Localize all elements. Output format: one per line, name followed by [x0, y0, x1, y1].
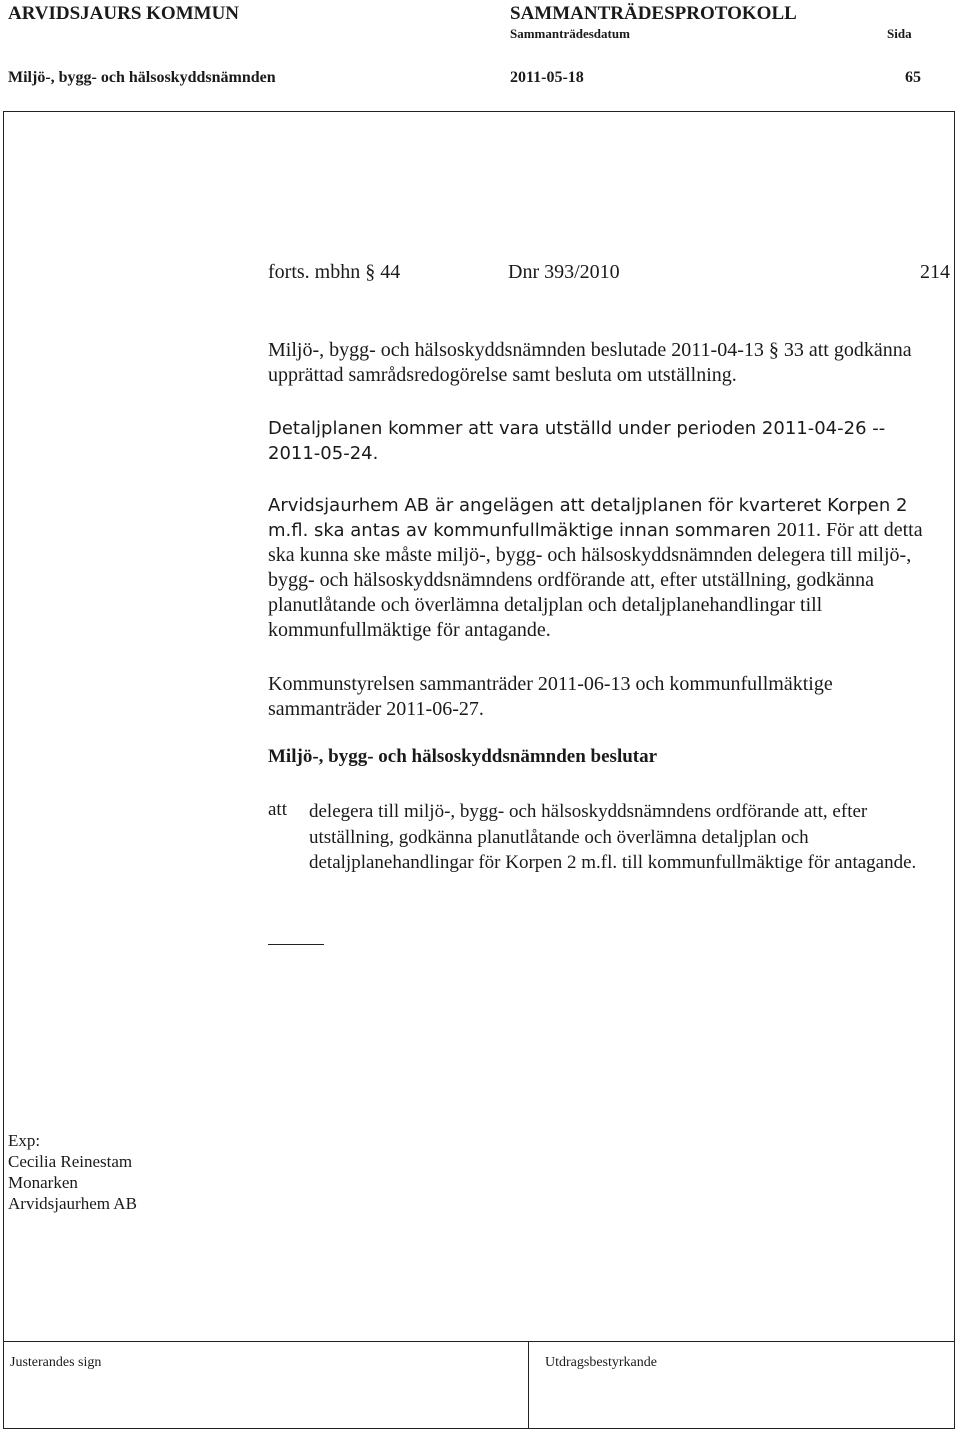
paragraph-exhibition-period: Detaljplanen kommer att vara utställd under perioden 2011-04-26 -- 2011-05-24. — [268, 418, 886, 464]
page-number: 65 — [905, 69, 921, 86]
footer-certification-label: Utdragsbestyrkande — [545, 1355, 657, 1370]
paragraph-background — [268, 493, 948, 643]
decision-heading: Miljö-, bygg- och hälsoskyddsnämnden beslutar — [268, 746, 658, 767]
meeting-date-label: Sammanträdesdatum — [510, 26, 630, 41]
paragraph-background-year: 2011. — [776, 519, 821, 541]
content-frame — [3, 111, 955, 1429]
footer-divider-vertical — [528, 1341, 529, 1429]
dnr-reference: Dnr 393/2010 — [508, 261, 620, 283]
end-rule — [268, 944, 324, 945]
document-type: SAMMANTRÄDESPROTOKOLL — [510, 3, 797, 24]
case-reference: forts. mbhn § 44 — [268, 261, 401, 283]
paragraph-previous-decision: Miljö-, bygg- och hälsoskyddsnämnden beslutade 2011-04-13 § 33 att godkänna upprättad samrådsredogörelse samt besluta om utställning. — [268, 339, 912, 386]
paragraph-background-part2: För att detta ska kunna ske måste miljö-, bygg- och hälsoskyddsnämnden delegera till miljö-, bygg- och hälsoskyddsnämndens ordförande att, efter utställning, godkänna planutlåtande och överlämna detaljplan och detaljplanehandlingar till kommunfullmäktige för antagande. — [268, 519, 923, 641]
decision-lead-word: att — [268, 799, 287, 820]
expedition-label: Exp: — [8, 1131, 41, 1150]
footer-divider-horizontal — [3, 1341, 955, 1342]
organization-name: ARVIDSJAURS KOMMUN — [8, 3, 240, 24]
paragraph-background-part1: Arvidsjaurhem AB är angelägen att detaljplanen för kvarteret Korpen 2 m.fl. ska antas av kommunfullmäktige innan sommaren — [268, 495, 908, 541]
footer-signature-label: Justerandes sign — [10, 1355, 102, 1370]
expedition-recipient: Arvidsjaurhem AB — [8, 1194, 137, 1213]
meeting-date: 2011-05-18 — [510, 69, 584, 86]
decision-text: delegera till miljö-, bygg- och hälsoskyddsnämndens ordförande att, efter utställning, godkänna planutlåtande och överlämna detaljplan och detaljplanehandlingar för Korpen 2 m.fl. till kommunfullmäktige för antagande. — [309, 801, 917, 873]
archive-code: 214 — [920, 261, 950, 283]
paragraph-meeting-schedule: Kommunstyrelsen sammanträder 2011-06-13 och kommunfullmäktige sammanträder 2011-06-27. — [268, 673, 833, 720]
expedition-recipient: Monarken — [8, 1173, 78, 1192]
committee-name: Miljö-, bygg- och hälsoskyddsnämnden — [8, 69, 276, 86]
expedition-recipient: Cecilia Reinestam — [8, 1152, 133, 1171]
page-label: Sida — [887, 26, 912, 41]
expedition-block — [8, 1130, 208, 1214]
